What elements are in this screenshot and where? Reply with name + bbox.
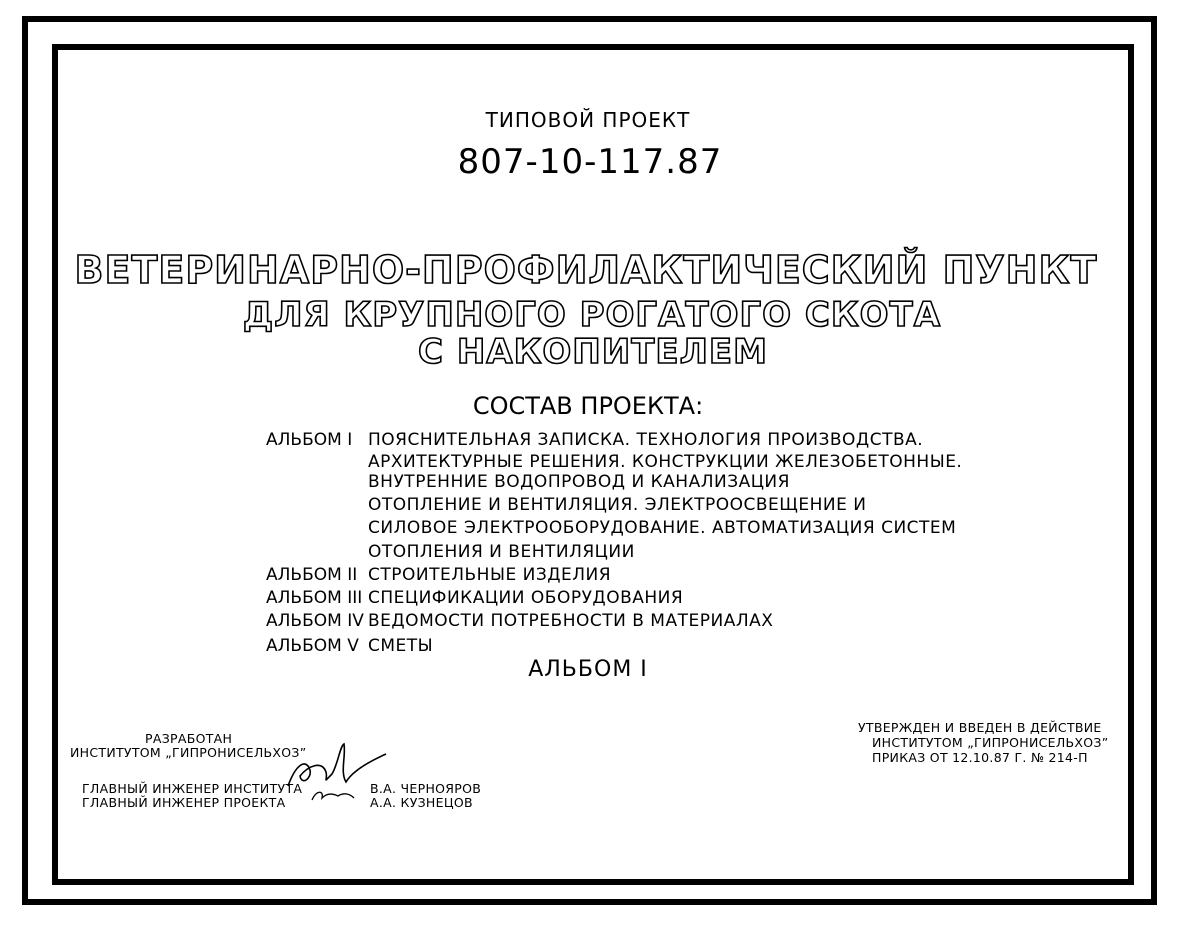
album-1-line-5: СИЛОВОЕ ЭЛЕКТРООБОРУДОВАНИЕ. АВТОМАТИЗАЦИЯ СИСТЕМ — [368, 518, 957, 538]
album-3-label: АЛЬБОМ III — [266, 588, 363, 608]
developer-line-2: ИНСТИТУТОМ „ГИПРОНИСЕЛЬХОЗ” — [70, 745, 307, 760]
approval-line-1: УТВЕРЖДЕН И ВВЕДЕН В ДЕЙСТВИЕ — [858, 720, 1102, 735]
title-line-3: С НАКОПИТЕЛЕМ — [418, 332, 768, 372]
album-2-line-1: СТРОИТЕЛЬНЫЕ ИЗДЕЛИЯ — [368, 565, 612, 585]
approval-line-2: ИНСТИТУТОМ „ГИПРОНИСЕЛЬХОЗ” — [872, 735, 1109, 750]
chief-engineer-institute-title: ГЛАВНЫЙ ИНЖЕНЕР ИНСТИТУТА — [82, 781, 303, 796]
album-3-line-1: СПЕЦИФИКАЦИИ ОБОРУДОВАНИЯ — [368, 588, 684, 608]
signature-stroke-1 — [288, 744, 386, 786]
project-code: 807-10-117.87 — [457, 142, 723, 182]
approval-line-3: ПРИКАЗ ОТ 12.10.87 Г. № 214-П — [872, 750, 1088, 765]
album-4-line-1: ВЕДОМОСТИ ПОТРЕБНОСТИ В МАТЕРИАЛАХ — [368, 611, 774, 631]
album-5-label: АЛЬБОМ V — [266, 636, 359, 656]
album-1-label: АЛЬБОМ I — [266, 430, 353, 450]
title-line-1: ВЕТЕРИНАРНО-ПРОФИЛАКТИЧЕСКИЙ ПУНКТ — [74, 248, 1098, 292]
contents-heading: СОСТАВ ПРОЕКТА: — [472, 392, 704, 420]
current-album: АЛЬБОМ I — [528, 657, 648, 682]
album-2-label: АЛЬБОМ II — [266, 565, 358, 585]
album-1-line-6: ОТОПЛЕНИЯ И ВЕНТИЛЯЦИИ — [368, 542, 635, 562]
signatures-image — [282, 742, 392, 804]
album-1-line-2: АРХИТЕКТУРНЫЕ РЕШЕНИЯ. КОНСТРУКЦИИ ЖЕЛЕЗОБЕТОННЫЕ. — [368, 452, 963, 472]
album-1-line-3: ВНУТРЕННИЕ ВОДОПРОВОД И КАНАЛИЗАЦИЯ — [368, 472, 790, 492]
album-1-line-4: ОТОПЛЕНИЕ И ВЕНТИЛЯЦИЯ. ЭЛЕКТРООСВЕЩЕНИЕ И — [368, 495, 867, 515]
chief-engineer-project-name: А.А. КУЗНЕЦОВ — [370, 795, 473, 810]
album-1-line-1: ПОЯСНИТЕЛЬНАЯ ЗАПИСКА. ТЕХНОЛОГИЯ ПРОИЗВОДСТВА. — [368, 430, 924, 450]
signature-stroke-2 — [312, 792, 354, 800]
project-type-label: ТИПОВОЙ ПРОЕКТ — [485, 108, 691, 132]
chief-engineer-institute-name: В.А. ЧЕРНОЯРОВ — [370, 781, 482, 796]
album-5-line-1: СМЕТЫ — [368, 636, 434, 656]
title-line-2: ДЛЯ КРУПНОГО РОГАТОГО СКОТА — [242, 295, 942, 335]
developer-line-1: РАЗРАБОТАН — [145, 731, 233, 746]
chief-engineer-project-title: ГЛАВНЫЙ ИНЖЕНЕР ПРОЕКТА — [82, 795, 286, 810]
album-4-label: АЛЬБОМ IV — [266, 611, 364, 631]
